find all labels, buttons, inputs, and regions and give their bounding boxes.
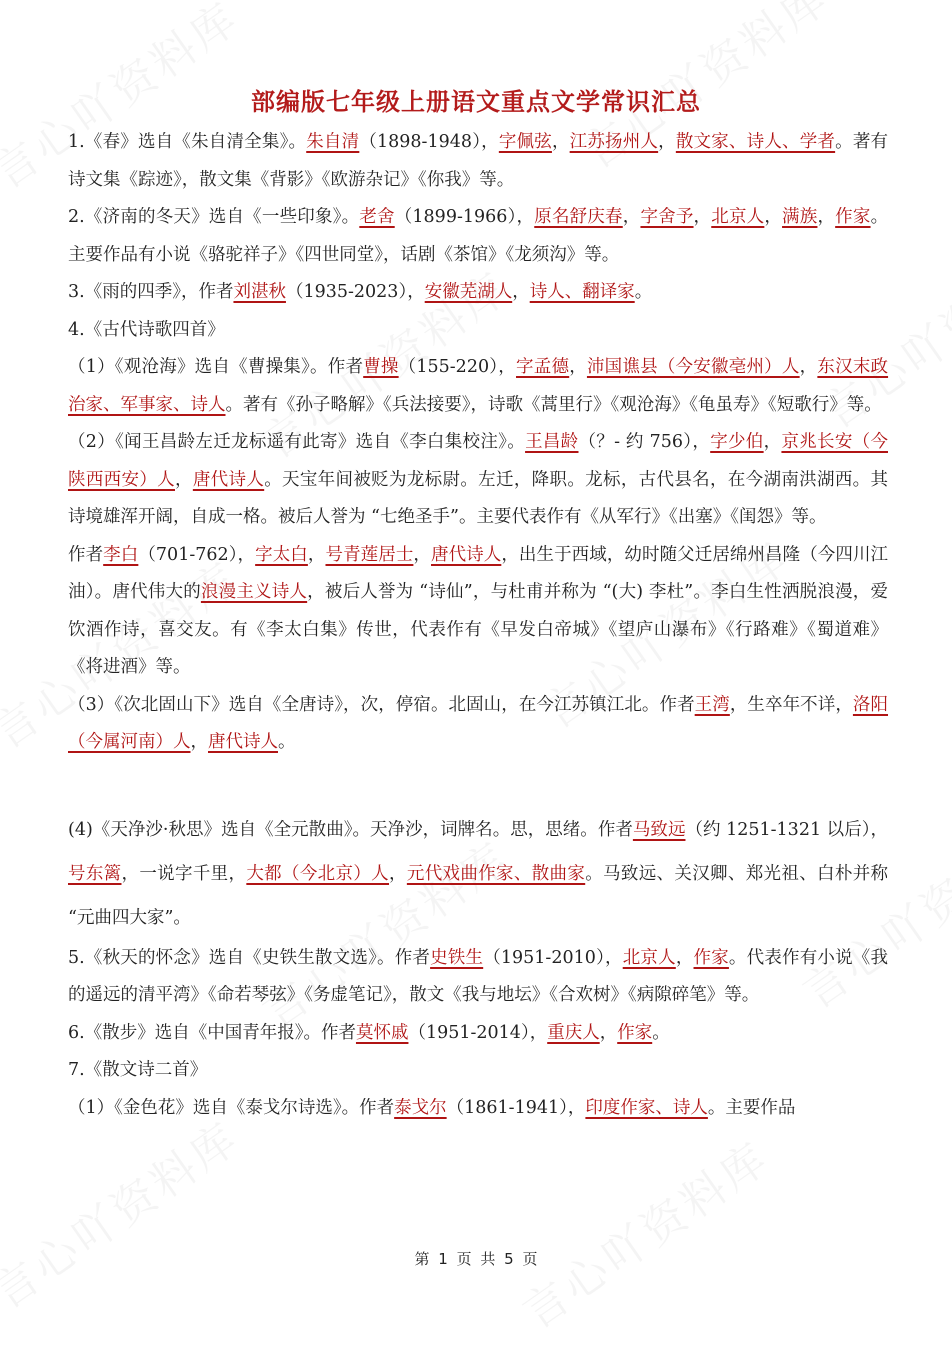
document-title: 部编版七年级上册语文重点文学常识汇总 bbox=[251, 88, 701, 116]
body-text: 作者 bbox=[68, 544, 104, 565]
body-text: 7.《散文诗二首》 bbox=[68, 1060, 208, 1080]
body-text: ，出生于西域，幼时随父迁居绵州昌隆（今四川江油）。唐代伟大的 bbox=[68, 544, 889, 602]
body-text: ， bbox=[512, 282, 530, 302]
key-term-highlight: 号东篱 bbox=[68, 863, 122, 884]
body-text: 。 bbox=[278, 732, 296, 752]
key-term-highlight: 莫怀戚 bbox=[355, 1022, 409, 1043]
paragraph-4-1-guan-canghai bbox=[68, 349, 888, 424]
body-text: 1.《春》选自《朱自清全集》。 bbox=[68, 132, 307, 152]
body-text: （1935-2023）， bbox=[285, 282, 425, 302]
key-term-highlight: 作家 bbox=[617, 1022, 653, 1043]
body-text: ， bbox=[622, 207, 641, 227]
key-term-highlight: 江苏扬州人 bbox=[569, 132, 659, 152]
key-term-highlight: 字少伯 bbox=[710, 432, 764, 452]
body-text: 。主要作品有小说《骆驼祥子》《四世同堂》，话剧《茶馆》《龙须沟》等。 bbox=[68, 207, 889, 265]
key-term-highlight: 作家 bbox=[693, 947, 729, 968]
key-term-highlight: 唐代诗人 bbox=[208, 732, 278, 752]
body-text: （701-762）， bbox=[138, 544, 256, 565]
key-term-highlight: 王湾 bbox=[694, 694, 730, 715]
key-term-highlight: 北京人 bbox=[711, 207, 765, 227]
key-term-highlight: 洛阳（今属河南）人 bbox=[68, 694, 889, 752]
paragraph-3-rain-seasons bbox=[68, 274, 888, 312]
key-term-highlight: 老舍 bbox=[359, 207, 395, 227]
key-term-highlight: 原名舒庆春 bbox=[534, 207, 623, 227]
key-term-highlight: 浪漫主义诗人 bbox=[200, 582, 308, 602]
key-term-highlight: 元代戏曲作家、散曲家 bbox=[406, 863, 586, 884]
body-text: ， bbox=[413, 544, 431, 565]
key-term-highlight: 作家 bbox=[835, 207, 871, 227]
body-text: 。 bbox=[652, 1022, 670, 1043]
body-text: 5.《秋天的怀念》选自《史铁生散文选》。作者 bbox=[68, 947, 431, 968]
body-text: （约 1251-1321 以后）， bbox=[685, 819, 888, 840]
paragraph-7-1-golden-flower bbox=[68, 1090, 888, 1128]
body-text: 6.《散步》选自《中国青年报》。作者 bbox=[68, 1022, 356, 1043]
body-text: ， bbox=[817, 207, 836, 227]
paragraph-4-4-tianjingsha bbox=[68, 808, 888, 940]
key-term-highlight: 安徽芜湖人 bbox=[424, 282, 513, 302]
blank-gap bbox=[68, 762, 888, 808]
body-text: ， bbox=[599, 1022, 618, 1043]
key-term-highlight: 李白 bbox=[103, 544, 139, 565]
body-text: ， bbox=[307, 544, 326, 565]
key-term-highlight: 字孟德 bbox=[516, 357, 570, 377]
key-term-highlight: 印度作家、诗人 bbox=[585, 1097, 708, 1118]
body-text: （1861-1941）， bbox=[446, 1097, 586, 1118]
body-text: ， bbox=[175, 469, 193, 490]
key-term-highlight: 唐代诗人 bbox=[192, 469, 265, 490]
body-text: （1951-2014）， bbox=[408, 1022, 548, 1043]
key-term-highlight: 京兆长安（今陕西西安）人 bbox=[68, 432, 888, 490]
key-term-highlight: 史铁生 bbox=[430, 947, 484, 968]
body-text: ， bbox=[569, 357, 587, 377]
body-text: ， bbox=[763, 432, 782, 452]
body-text: ， bbox=[764, 207, 783, 227]
key-term-highlight: 散文家、诗人、学者 bbox=[675, 132, 836, 152]
body-text: ， bbox=[551, 132, 570, 152]
key-term-highlight: 满族 bbox=[782, 207, 818, 227]
paragraph-7-prose-poems-heading bbox=[68, 1052, 888, 1090]
paragraph-2-jinan-winter bbox=[68, 199, 888, 274]
body-text: ， bbox=[658, 132, 676, 152]
key-term-highlight: 重庆人 bbox=[547, 1022, 600, 1043]
body-text: （1898-1948）， bbox=[359, 132, 499, 152]
body-text: ，一说字千里， bbox=[121, 863, 247, 884]
body-text: (4)《天净沙·秋思》选自《全元散曲》。天净沙，词牌名。思，思绪。作者 bbox=[68, 819, 633, 840]
body-text: 4.《古代诗歌四首》 bbox=[68, 319, 225, 340]
body-text: 。著有《孙子略解》《兵法接要》，诗歌《蒿里行》《观沧海》《龟虽寿》《短歌行》等。 bbox=[225, 394, 882, 415]
body-text: ， bbox=[799, 357, 818, 377]
key-term-highlight: 马致远 bbox=[632, 819, 686, 840]
body-text: （1899-1966）， bbox=[394, 207, 535, 227]
paragraph-6-walk bbox=[68, 1015, 888, 1053]
key-term-highlight: 朱自清 bbox=[306, 132, 360, 152]
page-number-footer: 第 1 页 共 5 页 bbox=[414, 1250, 538, 1268]
body-text: 。 bbox=[634, 282, 653, 302]
body-text: 3.《雨的四季》，作者 bbox=[68, 282, 234, 302]
paragraph-1-chun bbox=[68, 124, 888, 199]
body-text: （2）《闻王昌龄左迁龙标遥有此寄》选自《李白集校注》。 bbox=[68, 432, 526, 452]
body-text: 。主要作品 bbox=[707, 1097, 796, 1118]
body-text: ，被后人誉为 “诗仙”，与杜甫并称为 “(大) 李杜”。李白生性洒脱浪漫，爱饮酒作诗，喜交友。有《李太白集》传世，代表作有《早发白帝城》《望庐山瀑布》《行路难》《蜀道难》《将进酒》等。 bbox=[68, 582, 889, 677]
document-body bbox=[68, 124, 888, 1127]
key-term-highlight: 大都（今北京）人 bbox=[246, 863, 390, 884]
paragraph-5-autumn-memory bbox=[68, 940, 888, 1015]
body-text: ， bbox=[675, 947, 694, 968]
paragraph-4-2-li-bai bbox=[68, 537, 888, 687]
key-term-highlight: 诗人、翻译家 bbox=[529, 282, 635, 302]
key-term-highlight: 字佩弦 bbox=[498, 132, 552, 152]
body-text: （155-220）， bbox=[398, 357, 517, 377]
key-term-highlight: 字舍予 bbox=[640, 207, 694, 227]
body-text: ， bbox=[389, 863, 407, 884]
body-text: （？- 约 756）， bbox=[578, 432, 711, 452]
key-term-highlight: 字太白 bbox=[255, 544, 308, 565]
body-text: （1）《金色花》选自《泰戈尔诗选》。作者 bbox=[68, 1097, 395, 1118]
key-term-highlight: 王昌龄 bbox=[525, 432, 579, 452]
key-term-highlight: 北京人 bbox=[622, 947, 676, 968]
key-term-highlight: 号青莲居士 bbox=[325, 544, 414, 565]
body-text: 。马致远、关汉卿、郑光祖、白朴并称 “元曲四大家”。 bbox=[68, 863, 889, 928]
body-text: 。著有诗文集《踪迹》，散文集《背影》《欧游杂记》《你我》等。 bbox=[68, 132, 889, 190]
body-text: ，生卒年不详， bbox=[729, 694, 853, 715]
key-term-highlight: 东汉末政治家、军事家、诗人 bbox=[68, 357, 889, 415]
key-term-highlight: 泰戈尔 bbox=[394, 1097, 447, 1118]
body-text: 。天宝年间被贬为龙标尉。左迁，降职。龙标，古代县名，在今湖南洪湖西。其诗境雄浑开阔，自成一格。被后人誉为 “七绝圣手”。主要代表作有《从军行》《出塞》《闺怨》等。 bbox=[68, 469, 889, 527]
paragraph-4-ancient-poems-heading bbox=[68, 312, 888, 350]
key-term-highlight: 沛国谯县（今安徽亳州）人 bbox=[586, 357, 800, 377]
key-term-highlight: 曹操 bbox=[363, 357, 399, 377]
key-term-highlight: 刘湛秋 bbox=[233, 282, 286, 302]
body-text: （3）《次北固山下》选自《全唐诗》，次，停宿。北固山，在今江苏镇江北。作者 bbox=[68, 694, 695, 715]
body-text: 。代表作有小说《我的遥远的清平湾》《命若琴弦》《务虚笔记》，散文《我与地坛》《合欢树》《病隙碎笔》等。 bbox=[68, 947, 889, 1005]
body-text: ， bbox=[693, 207, 712, 227]
key-term-highlight: 唐代诗人 bbox=[431, 544, 502, 565]
paragraph-4-3-beigushan bbox=[68, 687, 888, 762]
body-text: （1）《观沧海》选自《曹操集》。作者 bbox=[68, 357, 364, 377]
body-text: 2.《济南的冬天》选自《一些印象》。 bbox=[68, 207, 360, 227]
body-text: ， bbox=[190, 732, 208, 752]
body-text: （1951-2010）， bbox=[483, 947, 623, 968]
paragraph-4-2-wang-changling bbox=[68, 424, 888, 537]
